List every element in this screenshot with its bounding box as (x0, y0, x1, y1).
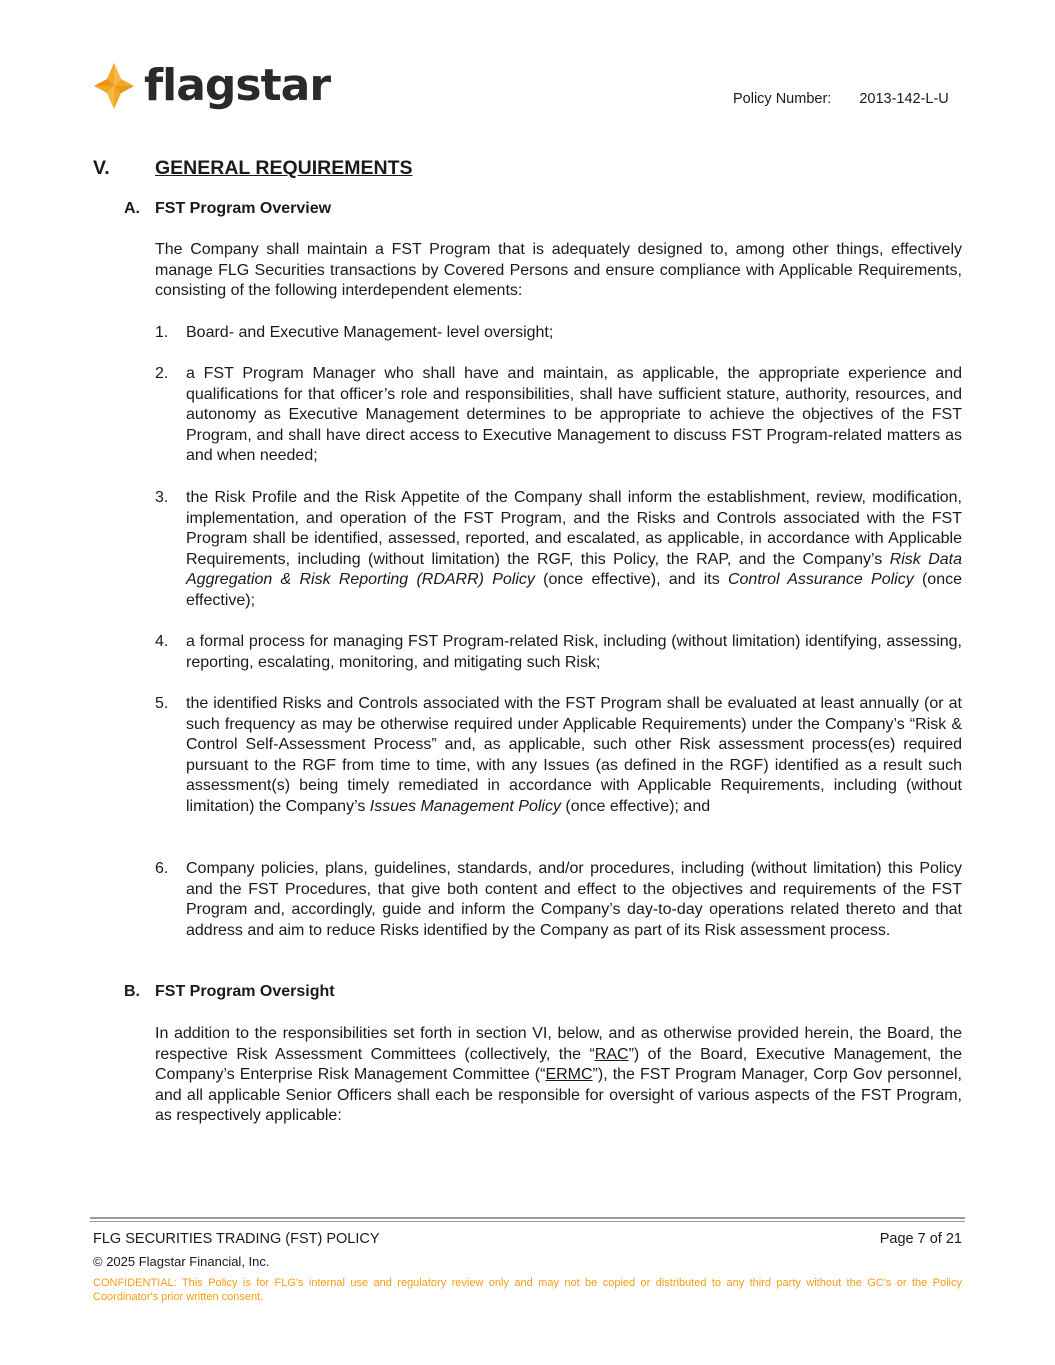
list-item-number: 4. (155, 633, 169, 650)
list-item-text: the identified Risks and Controls associated with the FST Program shall be evaluated at least annually (or at such frequency as may be otherwise required under Applicable Requirements) under the Company’s “Risk & Control Self-Assessment Process” and, as applicable, such other Risk assessment process(es) required pursuant to the RGF from time to time, with any Issues (as defined in the RGF) identified as a result such assessment(s) being timely remediated in accordance with Applicable Requirements, including (without limitation) the Company’s Issues Management Policy (once effective); and (186, 695, 962, 815)
control-assurance-policy-reference: Control Assurance Policy (727, 571, 914, 589)
list-item (155, 632, 962, 673)
subsection-a-heading (124, 200, 331, 218)
list-item (155, 694, 962, 818)
footer-divider (90, 1217, 965, 1222)
subsection-a-intro: The Company shall maintain a FST Program that is adequately designed to, among other things, effectively manage FLG Securities transactions by Covered Persons and ensure compliance with Applicable Requirements, consisting of the following interdependent elements: (155, 241, 962, 300)
footer-copyright: © 2025 Flagstar Financial, Inc. (93, 1254, 270, 1269)
list-item-text: the Risk Profile and the Risk Appetite of the Company shall inform the establishment, review, modification, implementation, and operation of the FST Program, and the Risks and Controls associated with the FST Program shall be identified, assessed, reported, and escalated, as applicable, in accordance with Applicable Requirements, including (without limitation) the RGF, this Policy, the RAP, and the Company’s Risk Data Aggregation & Risk Reporting (RDARR) Policy (once effective), and its Control Assurance Policy (once effective); (186, 489, 963, 609)
list-item (155, 323, 962, 344)
list-item-text: a formal process for managing FST Program-related Risk, including (without limitation) identifying, assessing, reporting, escalating, monitoring, and mitigating such Risk; (186, 633, 962, 671)
rac-defined-term: RAC (594, 1045, 629, 1063)
list-item-text: a FST Program Manager who shall have and maintain, as applicable, the appropriate experience and qualifications for that officer’s role and responsibilities, shall have sufficient stature, authority, resources, and autonomy as Executive Management determines to be appropriate to achieve the objectives of the FST Program, and shall have direct access to Executive Management to discuss FST Program-related matters as and when needed; (186, 365, 962, 465)
list-item-text: Company policies, plans, guidelines, standards, and/or procedures, including (without limitation) this Policy and the FST Procedures, that give both content and effect to the objectives and requirements of the FST Program and, accordingly, guide and inform the Company’s day-to-day operations related thereto and that address and aim to reduce Risks identified by the Company as part of its Risk assessment process. (186, 860, 962, 939)
list-item-text: Board- and Executive Management- level oversight; (186, 324, 554, 341)
subsection-b-heading (124, 983, 335, 1001)
footer-page-number: Page 7 of 21 (879, 1231, 962, 1247)
section-title: GENERAL REQUIREMENTS (155, 157, 413, 179)
list-item-number: 2. (155, 365, 169, 382)
subsection-a-title: FST Program Overview (155, 200, 332, 217)
ermc-defined-term: ERMC (545, 1066, 593, 1084)
flagstar-star-icon (92, 61, 136, 111)
list-item (155, 488, 962, 612)
section-heading (93, 157, 413, 180)
subsection-b-letter: B. (124, 983, 140, 1000)
policy-number (733, 91, 949, 107)
policy-number-value: 2013-142-L-U (859, 91, 949, 107)
flagstar-logo (92, 60, 330, 112)
list-item-number: 5. (155, 695, 169, 712)
logo-wordmark: flagstar (144, 60, 331, 111)
footer-doc-title: FLG SECURITIES TRADING (FST) POLICY (93, 1231, 380, 1247)
issues-management-policy-reference: Issues Management Policy (369, 797, 561, 815)
list-item-number: 1. (155, 324, 169, 341)
footer-confidential-notice: CONFIDENTIAL: This Policy is for FLG's internal use and regulatory review only and may not be copied or distributed to any third party without the GC's or the Policy Coordinator's prior written consent. (93, 1277, 962, 1303)
rdarr-policy-reference: Risk Data Aggregation & Risk Reporting (RDARR) Policy (186, 550, 962, 589)
subsection-b-body: In addition to the responsibilities set forth in section VI, below, and as otherwise provided herein, the Board, the respective Risk Assessment Committees (collectively, the “RAC”) of the Board, Executive Management, the Company’s Enterprise Risk Management Committee (“ERMC”), the FST Program Manager, Corp Gov personnel, and all applicable Senior Officers shall each be responsible for oversight of various aspects of the FST Program, as respectively applicable: (155, 1025, 963, 1125)
policy-number-label: Policy Number: (733, 91, 832, 107)
list-item-number: 3. (155, 489, 169, 506)
subsection-a-letter: A. (124, 200, 140, 217)
section-number: V. (93, 157, 110, 179)
list-item-number: 6. (155, 860, 169, 877)
list-item (155, 364, 962, 467)
subsection-b-title: FST Program Oversight (155, 983, 335, 1000)
list-item (155, 859, 962, 941)
